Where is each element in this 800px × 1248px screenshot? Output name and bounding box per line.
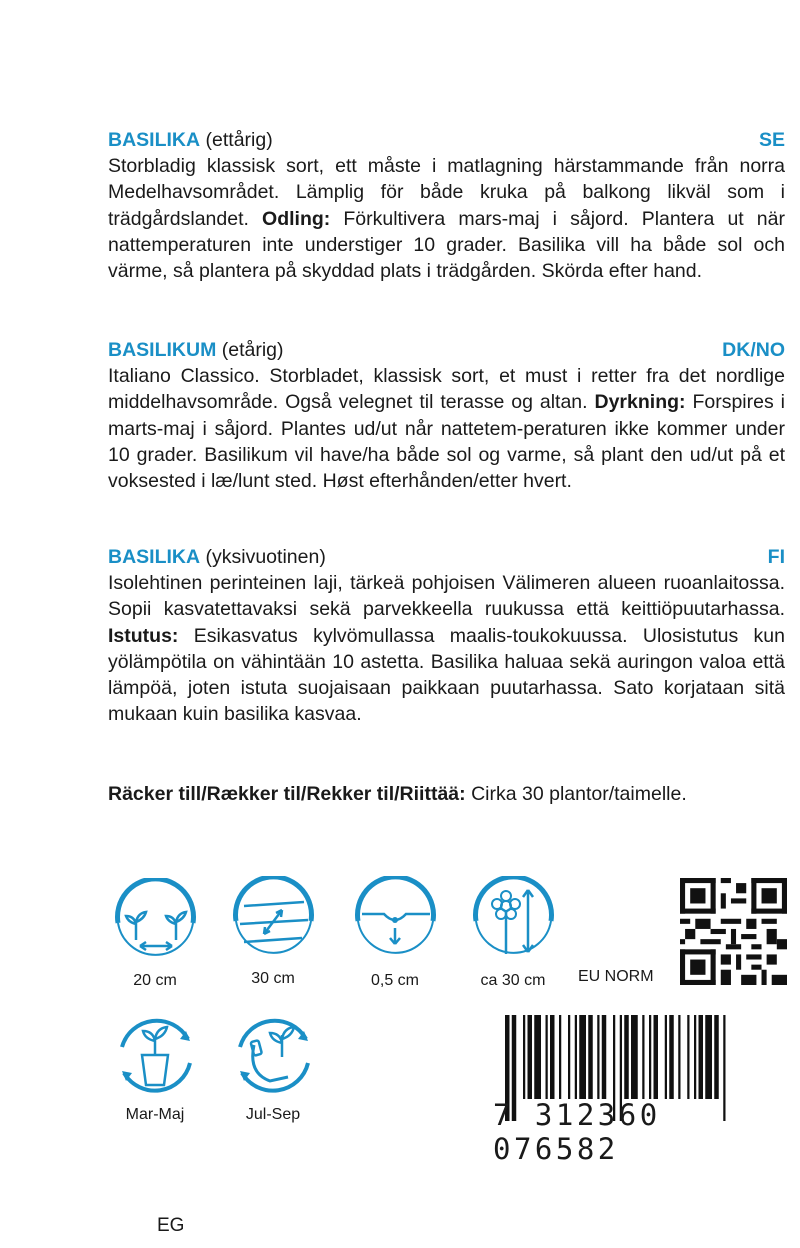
plant-spacing-icon — [108, 878, 203, 968]
bold-label: Dyrkning: — [594, 391, 686, 414]
section-title: BASILIKA — [108, 129, 201, 151]
sowing-depth-icon — [348, 876, 443, 966]
sowing-depth-label: 0,5 cm — [370, 972, 419, 989]
section-subtitle: (yksivuotinen) — [205, 546, 326, 568]
section-body: Italiano Classico. Storbladet, klassisk sort, et must i retter fra det nordlige middelhavsområde. Også velegnet til terasse og altan. Dyrkning: Forspires i marts-maj i såjord. Plantes ud/ut når nattetem-peraturen ikke kommer under 10 grader. Basilikum vil have/ha både sol og varme, så plant den ud/ut på et voksested i læ/lunt sted. Høst efterhånden/etter hvert. — [108, 365, 785, 493]
eu-norm-label: EU NORM — [578, 968, 654, 985]
bold-label: Istutus: — [108, 624, 179, 647]
harvest-time-icon — [226, 1007, 321, 1102]
section-body: Isolehtinen perinteinen laji, tärkeä pohjoisen Välimeren alueen ruoanlaitossa. Sopii kasvatettavaksi sekä parvekkeella ruukussa että keittiöpuutarhassa. Istutus: Esikasvatus kylvömullassa maalis-toukokuussa. Ulosistutus kun yölämpötila on vähintään 10 astetta. Basilika haluaa sekä auringon valoa että lämpöä, joten istuta suojaisaan paikkaan puutarhassa. Sato korjataan sitä mukaan kuin basilika kasvaa. — [108, 572, 785, 726]
section-title: BASILIKUM — [108, 339, 217, 361]
plant-height-label: ca 30 cm — [480, 972, 546, 989]
section-subtitle: (ettårig) — [205, 129, 273, 151]
language-code: SE — [758, 129, 785, 151]
sowing-time-label: Mar-Maj — [125, 1106, 185, 1123]
language-code: FI — [767, 546, 785, 568]
row-spacing-icon — [226, 876, 321, 966]
sowing-time-icon — [108, 1007, 203, 1102]
qr-code — [680, 878, 787, 985]
row-spacing-label: 30 cm — [251, 970, 295, 987]
section-title: BASILIKA — [108, 546, 201, 568]
harvest-time-label: Jul-Sep — [245, 1106, 301, 1123]
plant-spacing-label: 20 cm — [133, 972, 177, 989]
section-subtitle: (etårig) — [221, 339, 284, 361]
section-dk-no — [108, 337, 785, 494]
section-se — [108, 127, 785, 284]
language-code: DK/NO — [722, 339, 785, 361]
section-body: Storbladig klassisk sort, ett måste i matlagning härstammande från norra Medelhavsområdet. Lämplig för både kruka på balkong likväl som i trädgårdslandet. Odling: Förkultivera mars-maj i såjord. Plantera ut när nattemperaturen inte understiger 10 grader. Basilika vill ha både sol och värme, så plantera på skyddad plats i trädgården. Skörda efter hand. — [108, 155, 785, 283]
yield-note: Räcker till/Rækker til/Rekker til/Riittää: Cirka 30 plantor/taimelle. — [108, 783, 687, 805]
plant-height-icon — [466, 876, 561, 966]
bold-label: Odling: — [262, 207, 331, 230]
product-code: EG — [157, 1215, 185, 1236]
barcode-number: 7 312360 076582 — [493, 1098, 661, 1166]
section-fi — [108, 544, 785, 727]
